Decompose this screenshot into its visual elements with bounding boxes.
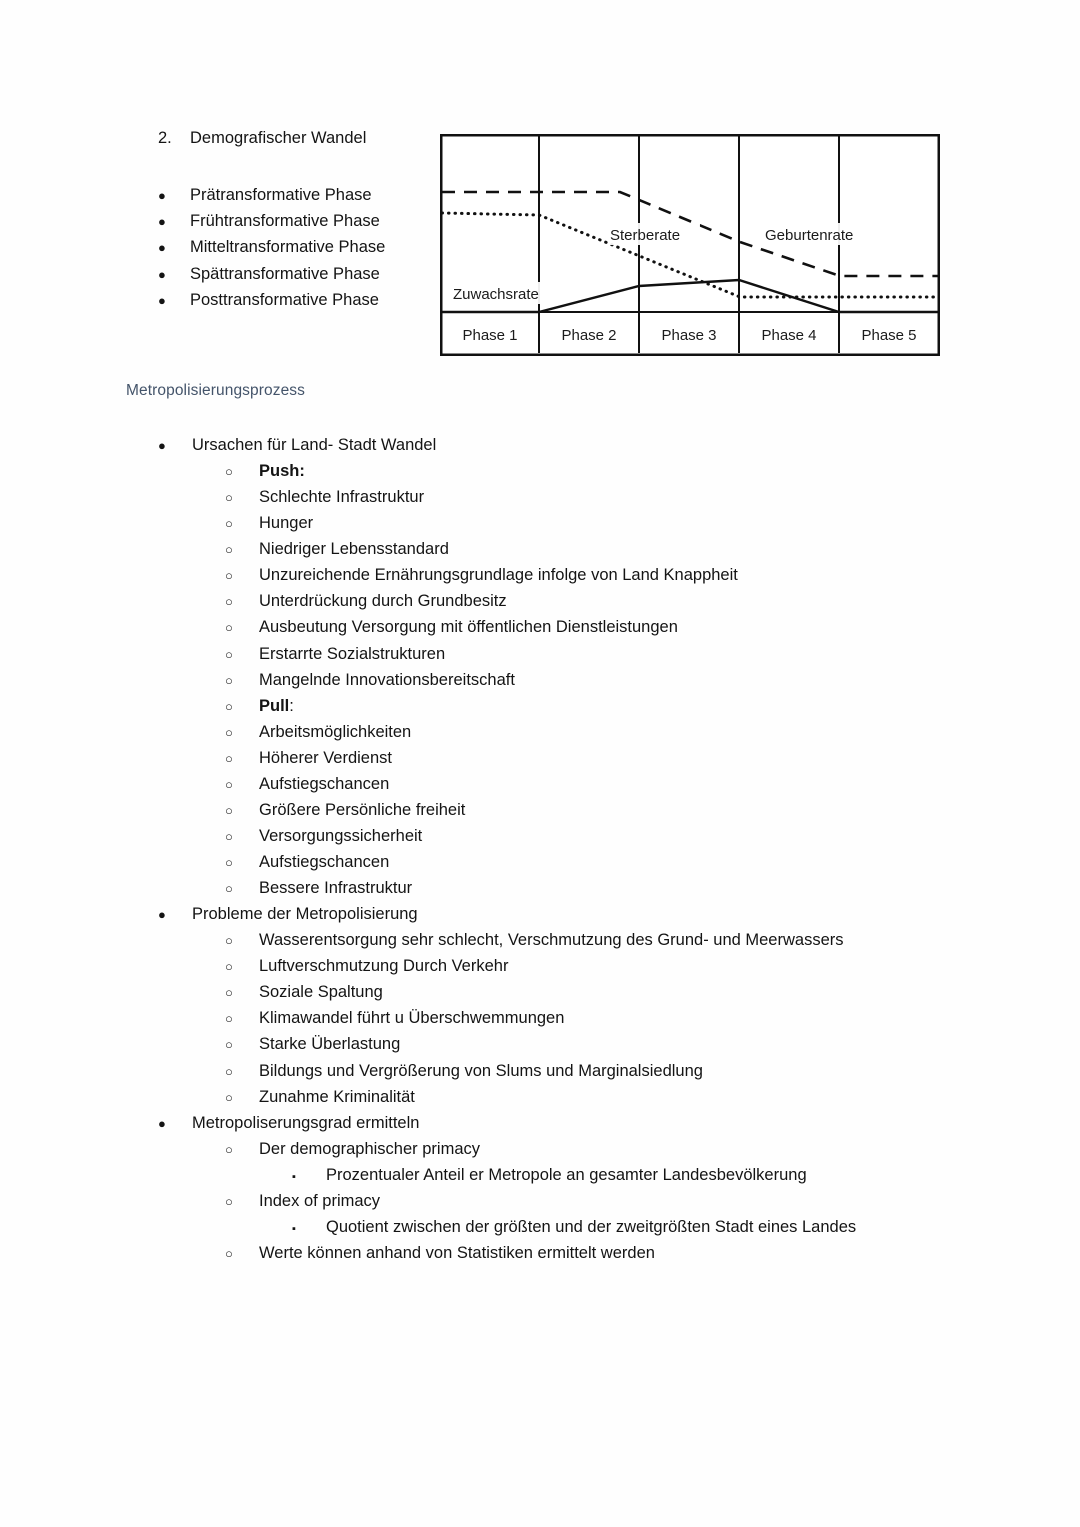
list-item xyxy=(158,287,428,313)
list-item-label: Ursachen für Land- Stadt Wandel xyxy=(192,436,437,454)
list-item-label: Unzureichende Ernährungsgrundlage infolge von Land Knappheit xyxy=(259,566,738,585)
bullet-disc-icon: ● xyxy=(158,907,166,923)
phase-list xyxy=(158,182,428,314)
bullet-circle-icon: ○ xyxy=(225,516,233,532)
phase-axis-label-2: Phase 2 xyxy=(561,327,617,344)
list-item xyxy=(225,771,1038,797)
bullet-disc-icon: ● xyxy=(158,266,166,282)
list-item-label: Bessere Infrastruktur xyxy=(259,879,413,898)
bullet-disc-icon: ● xyxy=(158,213,166,229)
list-item-label: Erstarrte Sozialstrukturen xyxy=(259,644,446,663)
list-item-label: Pull: xyxy=(259,696,294,715)
list-item xyxy=(225,1240,1038,1266)
bullet-circle-icon: ○ xyxy=(225,802,233,818)
list-item-label: Höherer Verdienst xyxy=(259,748,392,767)
bullet-circle-icon: ○ xyxy=(225,490,233,506)
bullet-circle-icon: ○ xyxy=(225,1063,233,1079)
bullet-square-icon: ▪ xyxy=(292,1222,296,1235)
list-item xyxy=(158,901,1038,927)
phase-label: Frühtransformative Phase xyxy=(190,211,380,230)
list-item-label: Soziale Spaltung xyxy=(259,983,383,1002)
list-item-label: Aufstiegschancen xyxy=(259,853,390,871)
list-item xyxy=(225,510,1038,536)
list-item xyxy=(225,1084,1038,1110)
bullet-circle-icon: ○ xyxy=(225,1011,233,1027)
list-item xyxy=(225,849,1038,875)
bullet-circle-icon: ○ xyxy=(225,1037,233,1053)
list-item-label: Push: xyxy=(259,462,305,481)
heading-text: Demografischer Wandel xyxy=(190,129,367,147)
sterberate-label: Sterberate xyxy=(610,227,681,244)
list-item-label: Probleme der Metropolisierung xyxy=(192,905,418,924)
list-item-label: Werte können anhand von Statistiken ermittelt werden xyxy=(259,1243,655,1262)
list-item xyxy=(225,1136,1038,1162)
list-item xyxy=(225,1031,1038,1057)
list-item xyxy=(158,182,428,208)
list-item xyxy=(225,588,1038,614)
list-item-label: Zunahme Kriminalität xyxy=(259,1087,415,1106)
bullet-circle-icon: ○ xyxy=(225,933,233,949)
list-item xyxy=(225,1005,1038,1031)
bullet-disc-icon: ● xyxy=(158,438,166,453)
list-item-label: Arbeitsmöglichkeiten xyxy=(259,722,412,741)
list-item-label: Aufstiegschancen xyxy=(259,774,390,793)
bullet-circle-icon: ○ xyxy=(225,1245,233,1261)
bullet-circle-icon: ○ xyxy=(225,750,233,766)
list-item xyxy=(225,927,1038,953)
list-item-label: Prozentualer Anteil er Metropole an gesamter Landesbevölkerung xyxy=(326,1165,807,1184)
list-item-label: Niedriger Lebensstandard xyxy=(259,540,449,559)
list-item xyxy=(158,261,428,287)
bullet-circle-icon: ○ xyxy=(225,985,233,1001)
bullet-circle-icon: ○ xyxy=(225,594,233,610)
list-item-label: Versorgungssicherheit xyxy=(259,826,423,845)
list-item xyxy=(225,484,1038,510)
bullet-disc-icon: ● xyxy=(158,1115,166,1131)
list-item-label: Unterdrückung durch Grundbesitz xyxy=(259,592,507,611)
bullet-circle-icon: ○ xyxy=(225,724,233,740)
list-item xyxy=(225,1188,1038,1214)
list-item xyxy=(292,1214,1038,1240)
list-item xyxy=(158,432,1038,458)
phase-axis-label-1: Phase 1 xyxy=(462,327,518,344)
numbered-heading xyxy=(158,126,428,152)
bullet-circle-icon: ○ xyxy=(225,828,233,844)
list-item xyxy=(225,797,1038,823)
list-item-label: Quotient zwischen der größten und der zweitgrößten Stadt eines Landes xyxy=(326,1217,857,1236)
bullet-circle-icon: ○ xyxy=(225,672,233,688)
bullet-circle-icon: ○ xyxy=(225,1193,233,1209)
bullet-disc-icon: ● xyxy=(158,293,166,309)
list-item xyxy=(158,208,428,234)
list-item-label: Luftverschmutzung Durch Verkehr xyxy=(259,957,509,976)
bullet-disc-icon: ● xyxy=(158,187,166,203)
list-item-label: Schlechte Infrastruktur xyxy=(259,488,425,507)
list-item xyxy=(225,719,1038,745)
list-item xyxy=(225,823,1038,849)
list-item-label: Der demographischer primacy xyxy=(259,1139,481,1158)
phase-axis-label-3: Phase 3 xyxy=(661,327,717,344)
list-item xyxy=(225,875,1038,901)
outline-list xyxy=(158,432,1038,1266)
list-item xyxy=(158,234,428,260)
geburtenrate-label: Geburtenrate xyxy=(765,227,854,244)
bullet-circle-icon: ○ xyxy=(225,1141,233,1157)
bullet-circle-icon: ○ xyxy=(225,855,233,870)
phase-label: Mitteltransformative Phase xyxy=(190,238,386,257)
list-item xyxy=(158,1110,1038,1136)
list-item xyxy=(292,1162,1038,1188)
list-item-label: Ausbeutung Versorgung mit öffentlichen Dienstleistungen xyxy=(259,618,678,637)
chart-svg xyxy=(440,134,940,356)
demographic-change-block xyxy=(158,126,428,314)
phase-label: Posttransformative Phase xyxy=(190,291,379,310)
zuwachsrate-label: Zuwachsrate xyxy=(453,286,539,303)
list-item-label: Mangelnde Innovationsbereitschaft xyxy=(259,670,515,689)
bullet-circle-icon: ○ xyxy=(225,620,233,636)
list-item-label: Hunger xyxy=(259,514,314,533)
demographic-transition-chart xyxy=(440,134,940,356)
section-heading-metropolisierungsprozess: Metropolisierungsprozess xyxy=(126,382,306,399)
phase-label: Spättransformative Phase xyxy=(190,264,380,283)
list-item xyxy=(225,693,1038,719)
list-item xyxy=(225,562,1038,588)
bullet-square-icon: ▪ xyxy=(292,1170,296,1183)
list-item-label: Starke Überlastung xyxy=(259,1035,401,1054)
phase-label: Prätransformative Phase xyxy=(190,185,372,204)
bullet-circle-icon: ○ xyxy=(225,542,233,558)
list-item-label: Bildungs und Vergrößerung von Slums und Marginalsiedlung xyxy=(259,1061,703,1080)
list-item xyxy=(225,953,1038,979)
list-item xyxy=(225,1058,1038,1084)
list-item-label: Klimawandel führt u Überschwemmungen xyxy=(259,1009,565,1028)
phase-axis-label-5: Phase 5 xyxy=(861,327,917,344)
bullet-circle-icon: ○ xyxy=(225,881,233,897)
bullet-disc-icon: ● xyxy=(158,240,166,256)
list-item xyxy=(225,614,1038,640)
list-item-label: Index of primacy xyxy=(259,1191,381,1210)
list-item xyxy=(225,745,1038,771)
bullet-circle-icon: ○ xyxy=(225,568,233,584)
bullet-circle-icon: ○ xyxy=(225,776,233,792)
bullet-circle-icon: ○ xyxy=(225,959,233,975)
list-item xyxy=(225,979,1038,1005)
phase-axis-label-4: Phase 4 xyxy=(761,327,817,344)
list-item xyxy=(225,667,1038,693)
list-item xyxy=(225,641,1038,667)
list-number: 2. xyxy=(158,129,172,147)
bullet-circle-icon: ○ xyxy=(225,1089,233,1105)
bullet-circle-icon: ○ xyxy=(225,646,233,662)
list-item-label: Größere Persönliche freiheit xyxy=(259,800,466,819)
bullet-circle-icon: ○ xyxy=(225,698,233,714)
list-item-label: Metropoliserungsgrad ermitteln xyxy=(192,1113,420,1132)
list-item-label: Wasserentsorgung sehr schlecht, Verschmutzung des Grund- und Meerwassers xyxy=(259,931,844,950)
list-item xyxy=(225,536,1038,562)
bullet-circle-icon: ○ xyxy=(225,464,233,480)
list-item xyxy=(225,458,1038,484)
